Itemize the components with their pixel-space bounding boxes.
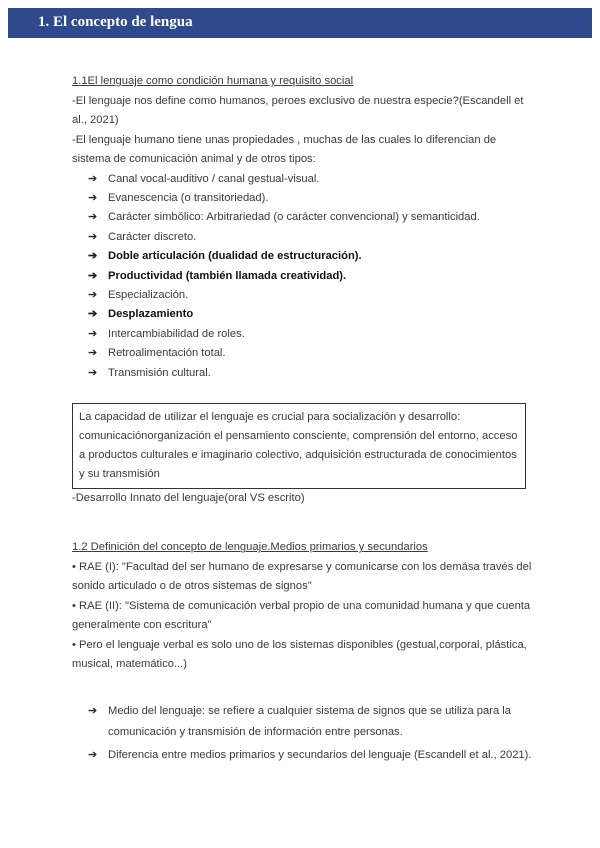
section-header-bar bbox=[8, 8, 592, 38]
list-item: ➔ Evanescencia (o transitoriedad). bbox=[72, 189, 532, 208]
list-item: ➔ Desplazamiento bbox=[72, 305, 532, 324]
list-item: ➔ Diferencia entre medios primarios y secundarios del lenguaje (Escandell et al., 2021). bbox=[72, 745, 532, 766]
list-item: ➔ Productividad (también llamada creatividad). bbox=[72, 267, 532, 286]
section2-paragraph-2: • RAE (II): "Sistema de comunicación verbal propio de una comunidad humana y que cuenta generalmente con escritura" bbox=[72, 599, 531, 632]
language-properties-list bbox=[72, 170, 532, 383]
highlight-box: La capacidad de utilizar el lenguaje es crucial para socialización y desarrollo: comunicaciónorganización el pensamiento consciente, comprensión del entorno, acceso a productos culturales e imaginario colectivo, adquisición estructurada de conocimientos y su transmisión bbox=[72, 403, 526, 489]
list-item: ➔ Retroalimentación total. bbox=[72, 344, 532, 363]
section1-heading: 1.1El lenguaje como condición humana y requisito social bbox=[72, 75, 354, 87]
list-item: ➔ Especialización. bbox=[72, 286, 532, 305]
arrow-icon: ➔ bbox=[88, 347, 98, 360]
section2-heading: 1.2 Definición del concepto de lenguaje.Medios primarios y secundarios bbox=[72, 541, 428, 554]
arrow-icon: ➔ bbox=[88, 288, 98, 301]
arrow-icon: ➔ bbox=[88, 308, 98, 321]
arrow-icon: ➔ bbox=[88, 191, 98, 204]
after-box-note: -Desarrollo Innato del lenguaje(oral VS escrito) bbox=[72, 491, 305, 504]
section2-paragraph-1: • RAE (I): "Facultad del ser humano de expresarse y comunicarse con los demása través del sonido articulado o de otros sistemas de signos" bbox=[72, 560, 532, 593]
arrow-icon: ➔ bbox=[88, 230, 98, 243]
arrow-icon: ➔ bbox=[88, 327, 98, 340]
list-item: ➔ Carácter simbólico: Arbitrariedad (o carácter convencional) y semanticidad. bbox=[72, 208, 532, 227]
arrow-icon: ➔ bbox=[88, 211, 98, 224]
section2-paragraph-3: • Pero el lenguaje verbal es solo uno de los sistemas disponibles (gestual,corporal, plástica, musical, matemático...) bbox=[72, 638, 527, 671]
list-item: ➔ Carácter discreto. bbox=[72, 228, 532, 247]
list-item: ➔ Intercambiabilidad de roles. bbox=[72, 325, 532, 344]
section1-paragraph-2: -El lenguaje humano tiene unas propiedades , muchas de las cuales lo diferencian de sistema de comunicación animal y de otros tipos: bbox=[72, 133, 497, 165]
section2 bbox=[72, 538, 532, 766]
arrow-icon: ➔ bbox=[88, 172, 98, 185]
arrow-icon: ➔ bbox=[88, 366, 98, 379]
arrow-icon: ➔ bbox=[88, 250, 98, 263]
arrow-icon: ➔ bbox=[88, 704, 98, 717]
list-item: ➔ Medio del lenguaje: se refiere a cualquier sistema de signos que se utiliza para la comunicación y transmisión de información entre personas. bbox=[72, 701, 532, 743]
language-media-list bbox=[72, 701, 532, 766]
arrow-icon: ➔ bbox=[88, 748, 98, 761]
page-title: 1. El concepto de lengua bbox=[38, 14, 193, 30]
list-item: ➔ Transmisión cultural. bbox=[72, 364, 532, 383]
list-item: ➔ Canal vocal-auditivo / canal gestual-visual. bbox=[72, 170, 532, 189]
document-content bbox=[72, 72, 532, 768]
section1-paragraph-1: -El lenguaje nos define como humanos, peroes exclusivo de nuestra especie?(Escandell et al., 2021) bbox=[72, 94, 524, 126]
arrow-icon: ➔ bbox=[88, 269, 98, 282]
list-item: ➔ Doble articulación (dualidad de estructuración). bbox=[72, 247, 532, 266]
